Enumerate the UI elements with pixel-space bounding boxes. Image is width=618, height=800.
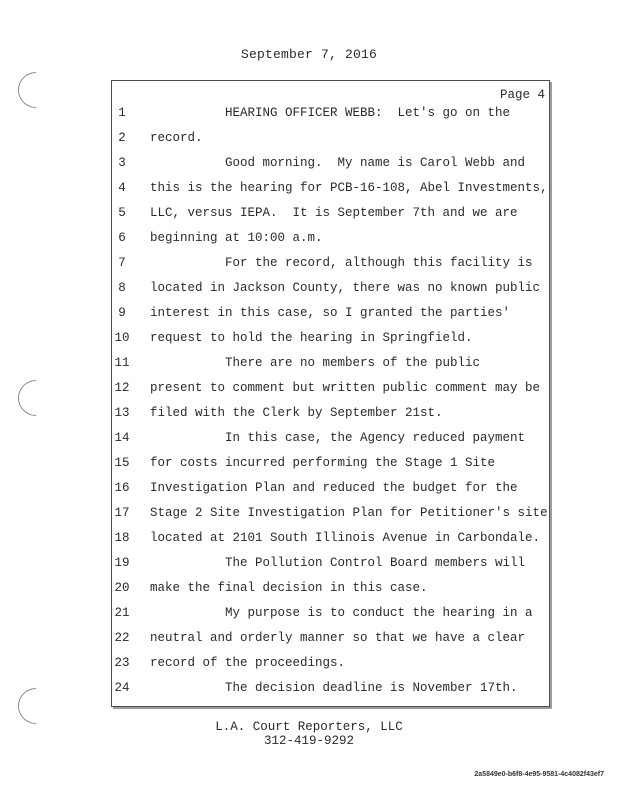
transcript-line	[108, 231, 548, 255]
line-text: The decision deadline is November 17th.	[150, 681, 518, 695]
transcript-line	[108, 256, 548, 280]
transcript-line	[108, 356, 548, 380]
reporter-footer	[0, 720, 618, 748]
document-id: 2a5849e0-b6f8-4e95-9581-4c4082f43ef7	[474, 771, 604, 778]
transcript-line	[108, 106, 548, 130]
transcript-line	[108, 281, 548, 305]
binder-hole-icon	[11, 65, 62, 116]
binder-hole-icon	[11, 373, 62, 424]
line-text: located in Jackson County, there was no known public	[150, 281, 541, 295]
line-number: 4	[118, 181, 126, 195]
transcript-line	[108, 631, 548, 655]
line-number: 23	[114, 656, 130, 670]
line-number: 22	[114, 631, 130, 645]
line-text: located at 2101 South Illinois Avenue in Carbondale.	[150, 531, 541, 545]
line-number: 10	[114, 331, 130, 345]
line-number: 12	[114, 381, 130, 395]
line-text: record.	[150, 131, 203, 145]
line-text: record of the proceedings.	[150, 656, 346, 670]
transcript-line	[108, 381, 548, 405]
line-number: 9	[118, 306, 126, 320]
reporter-phone: 312-419-9292	[263, 734, 354, 748]
line-number: 1	[118, 106, 126, 120]
line-text: The Pollution Control Board members will	[150, 556, 526, 570]
line-text: make the final decision in this case.	[150, 581, 428, 595]
line-text: There are no members of the public	[150, 356, 481, 370]
line-text: LLC, versus IEPA. It is September 7th and we are	[150, 206, 518, 220]
line-number: 13	[114, 406, 130, 420]
line-number: 21	[114, 606, 130, 620]
line-text: beginning at 10:00 a.m.	[150, 231, 323, 245]
transcript-line	[108, 331, 548, 355]
line-number: 11	[114, 356, 130, 370]
line-text: My purpose is to conduct the hearing in a	[150, 606, 533, 620]
transcript-line	[108, 606, 548, 630]
line-number: 6	[118, 231, 126, 245]
transcript-line	[108, 556, 548, 580]
transcript-line	[108, 306, 548, 330]
line-number: 16	[114, 481, 130, 495]
transcript-date-header: September 7, 2016	[240, 47, 378, 62]
line-number: 24	[114, 681, 130, 695]
transcript-line	[108, 481, 548, 505]
line-text: for costs incurred performing the Stage 1 Site	[150, 456, 496, 470]
line-text: request to hold the hearing in Springfield.	[150, 331, 473, 345]
line-number: 14	[114, 431, 130, 445]
reporter-company: L.A. Court Reporters, LLC	[215, 720, 403, 734]
line-text: neutral and orderly manner so that we have a clear	[150, 631, 526, 645]
transcript-line	[108, 431, 548, 455]
line-text: HEARING OFFICER WEBB: Let's go on the	[150, 106, 511, 120]
transcript-line	[108, 506, 548, 530]
line-text: For the record, although this facility is	[150, 256, 533, 270]
line-number: 3	[118, 156, 126, 170]
transcript-line	[108, 406, 548, 430]
transcript-line	[108, 656, 548, 680]
line-number: 5	[118, 206, 126, 220]
line-text: Stage 2 Site Investigation Plan for Petitioner's site	[150, 506, 548, 520]
line-text: present to comment but written public comment may be	[150, 381, 541, 395]
line-text: interest in this case, so I granted the parties'	[150, 306, 511, 320]
transcript-line	[108, 206, 548, 230]
line-text: filed with the Clerk by September 21st.	[150, 406, 443, 420]
transcript-line	[108, 531, 548, 555]
page-number: Page 4	[499, 88, 545, 102]
transcript-line	[108, 156, 548, 180]
transcript-line	[108, 681, 548, 705]
line-number: 17	[114, 506, 130, 520]
line-number: 2	[118, 131, 126, 145]
line-text: Investigation Plan and reduced the budget for the	[150, 481, 518, 495]
line-text: this is the hearing for PCB-16-108, Abel Investments,	[150, 181, 548, 195]
line-number: 18	[114, 531, 130, 545]
transcript-line	[108, 581, 548, 605]
line-number: 20	[114, 581, 130, 595]
line-text: Good morning. My name is Carol Webb and	[150, 156, 526, 170]
line-number: 7	[118, 256, 126, 270]
line-text: In this case, the Agency reduced payment	[150, 431, 526, 445]
line-number: 8	[118, 281, 126, 295]
transcript-line	[108, 181, 548, 205]
transcript-line	[108, 456, 548, 480]
line-number: 19	[114, 556, 130, 570]
line-number: 15	[114, 456, 130, 470]
transcript-line	[108, 131, 548, 155]
